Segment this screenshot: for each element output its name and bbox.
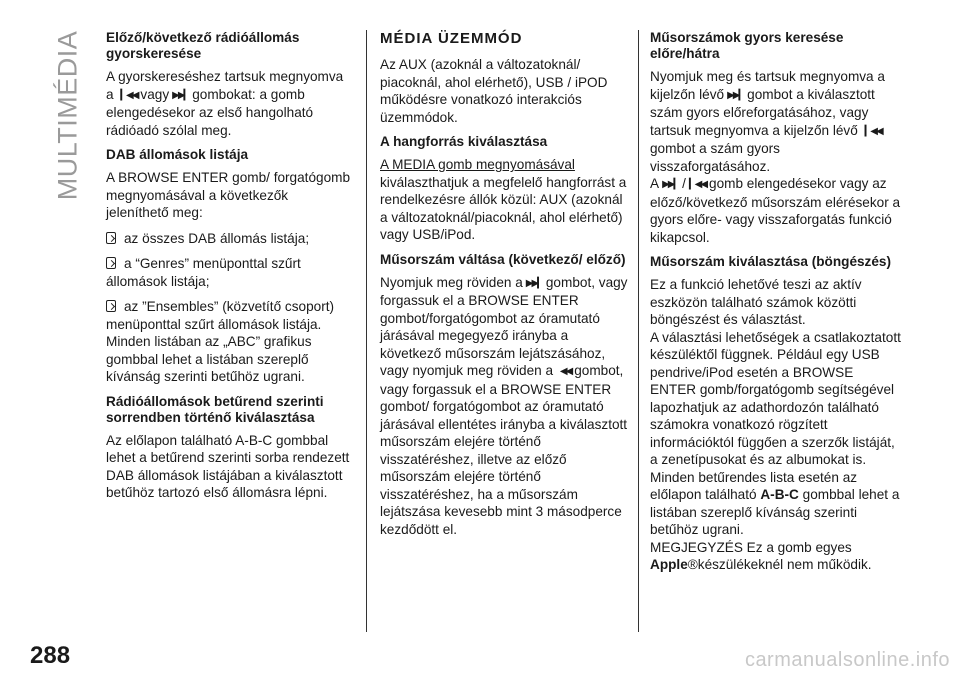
paragraph: Ez a funkció lehetővé teszi az aktív eszközön található számok közötti böngészést és választást. [650,277,862,327]
column-divider [366,30,367,632]
paragraph: MEGJEGYZÉS Ez a gomb egyes Apple®készülékeknél nem működik. [650,539,872,572]
heading: Előző/következő rádióállomás gyorskeresése [106,30,300,61]
heading: Műsorszám kiválasztása (böngészés) [650,254,892,269]
paragraph: A ▶▶▎ / ▎◀◀ gomb elengedésekor vagy az előző/következő műsorszám elérésekor a gyors előre- vagy visszaforgatás funkció kikapcsol. [650,176,901,245]
previous-track-icon: ▎◀◀ [120,89,138,101]
paragraph: Minden betűrendes lista esetén az előlapon található A-B-C gombbal lehet a listában szereplő kívánság szerinti betűhöz ugrani. [650,469,900,537]
list-item: az összes DAB állomás listája; [106,230,354,248]
fast-forward-icon: ▶▶▎ [727,89,745,101]
page-number: 288 [30,642,71,669]
heading: Műsorszámok gyors keresése előre/hátra [650,30,844,61]
paragraph: Az AUX (azoknál a változatoknál/ piacoknál, ahol elérhető), USB / iPOD működésre vonatkozó interakciós üzemmódok. [380,57,608,125]
paragraph: Nyomjuk meg és tartsuk megnyomva a kijelzőn lévő ▶▶▎ gombot a kiválasztott szám gyors előreforgatásához, vagy tartsuk megnyomva a kijelzőn lévő ▎◀◀gombot a szám gyors visszaforgatásához. [650,69,885,174]
bullet-icon [106,232,116,244]
previous-track-icon: ◀◀ [559,366,572,377]
column-3 [650,30,902,582]
heading: Rádióállomások betűrend szerinti sorrendben történő kiválasztása [106,393,324,425]
fast-forward-icon: ▶▶▎ [662,179,680,190]
section-side-label: MULTIMÉDIA [52,30,83,200]
column-1 [106,30,354,510]
bullet-icon [106,257,116,269]
list-item: az ”Ensembles” (közvetítő csoport) menüponttal szűrt állomások listája. [106,299,335,332]
paragraph: A gyorskereséshez tartsuk megnyomva a ▎◀◀ vagy ▶▶▎ gombokat: a gomb elengedésekor az első hangolható rádióadó szólal meg. [106,69,344,138]
heading: DAB állomások listája [106,147,249,162]
rewind-icon: ▎◀◀ [688,179,707,190]
paragraph: A BROWSE ENTER gomb/ forgatógomb megnyomásával a következők jeleníthető meg: [106,170,351,220]
column-divider [638,30,639,632]
paragraph: Az előlapon található A-B-C gombbal lehet a betűrend szerinti sorba rendezett DAB állomások listájában a kiválasztott betűhöz tartozó első állomásra lépni. [106,432,350,500]
bullet-icon [106,300,116,312]
rewind-icon: ▎◀◀ [864,125,882,137]
column-2 [380,30,630,546]
heading: A hangforrás kiválasztása [380,134,548,149]
next-track-icon: ▶▶▎ [172,89,190,101]
watermark: carmanualsonline.info [744,649,950,671]
underlined-text: A MEDIA gomb megnyomásával [380,157,575,172]
heading: Műsorszám váltása (következő/ előző) [380,251,626,267]
paragraph: A választási lehetőségek a csatlakoztatott készüléktől függnek. Például egy USB pendrive/iPod esetén a BROWSE ENTER gomb/forgatógomb segítségével lapozhatjuk az adathordozón található számokra vonatkozó rögzített információktól függően a szerzők listáját, a zenetípusokat és az albumokat is. [650,329,901,467]
next-track-icon: ▶▶▎ [525,277,543,289]
paragraph: Minden listában az „ABC” grafikus gombbal lehet a listában szereplő kívánság szerinti betűhöz ugrani. [106,334,312,384]
list-item: a “Genres” menüponttal szűrt állomások listája; [106,256,301,289]
paragraph: A MEDIA gomb megnyomásával kiválaszthatjuk a megfelelő hangforrást a rendelkezésre állók közül: AUX (azoknál a változatoknál/piacoknál, ahol elérhető) vagy USB/iPod. [380,157,627,242]
paragraph: Nyomjuk meg röviden a ▶▶▎ gombot, vagy forgassuk el a BROWSE ENTER gombot/forgatógombot az óramutató járásával megegyező irányba a következő műsorszám lejátszásához, vagy nyomjuk meg röviden a ◀◀ gombot, vagy forgassuk el a BROWSE ENTER gombot/ forgatógombot az óramutató járásával ellentétes irányba a kiválasztott műsorszám elejére történő visszatéréshez, illetve az előző műsorszám elejére történő visszatéréshez, ha a műsorszám lejátszása kevesebb mint 3 másodperce kezdődött el. [380,274,628,537]
section-title: MÉDIA ÜZEMMÓD [380,30,523,47]
